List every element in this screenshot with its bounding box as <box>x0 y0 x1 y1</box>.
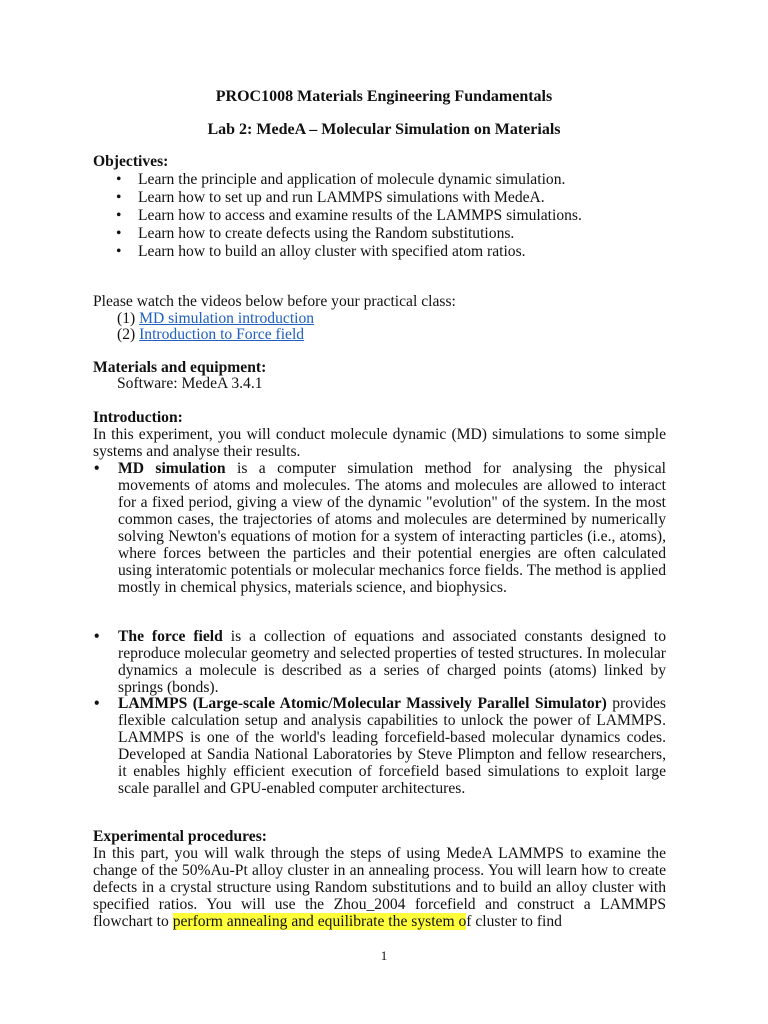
bullet-term: LAMMPS (Large-scale Atomic/Molecular Massively Parallel Simulator) <box>118 695 607 712</box>
objective-item: Learn how to set up and run LAMMPS simulations with MedeA. <box>138 189 545 206</box>
video-item <box>117 310 314 327</box>
video-number: (2) <box>117 326 136 343</box>
bullet-text: is a collection of equations and associated constants designed to reproduce molecular geometry and selected properties of tested structures. In molecular dynamics a molecule is described as a series of charged points (atoms) linked by springs (bonds). <box>118 628 666 696</box>
video-item <box>117 326 304 343</box>
objective-item: Learn how to access and examine results of the LAMMPS simulations. <box>138 207 582 224</box>
md-simulation-video-link[interactable]: MD simulation introduction <box>139 310 315 327</box>
lammps-bullet <box>118 695 666 797</box>
introduction-heading: Introduction: <box>93 409 183 426</box>
materials-heading: Materials and equipment: <box>93 359 267 376</box>
procedures-paragraph <box>93 845 666 930</box>
force-field-video-link[interactable]: Introduction to Force field <box>139 326 305 343</box>
objective-item: Learn how to create defects using the Random substitutions. <box>138 225 515 242</box>
software-version: Software: MedeA 3.4.1 <box>117 375 263 392</box>
bullet-dot: • <box>94 628 100 645</box>
bullet-dot: • <box>116 207 122 224</box>
bullet-dot: • <box>94 695 100 712</box>
objectives-heading: Objectives: <box>93 153 169 170</box>
procedures-heading: Experimental procedures: <box>93 828 267 845</box>
highlighted-text: perform annealing and equilibrate the system o <box>172 913 467 930</box>
bullet-term: MD simulation <box>118 460 226 477</box>
lab-subtitle: Lab 2: MedeA – Molecular Simulation on Materials <box>207 121 561 138</box>
introduction-paragraph: In this experiment, you will conduct molecule dynamic (MD) simulations to some simple systems and analyse their results. <box>93 426 666 460</box>
bullet-dot: • <box>116 225 122 242</box>
video-number: (1) <box>117 310 136 327</box>
bullet-dot: • <box>116 189 122 206</box>
videos-intro: Please watch the videos below before your practical class: <box>93 293 456 310</box>
md-simulation-bullet <box>118 460 666 596</box>
bullet-text: is a computer simulation method for analysing the physical movements of atoms and molecules. The atoms and molecules are allowed to interact for a fixed period, giving a view of the dynamic "evolution" of the system. In the most common cases, the trajectories of atoms and molecules are determined by numerically solving Newton's equations of motion for a system of interacting particles (i.e., atoms), where forces between the particles and their potential energies are often calculated using interatomic potentials or molecular mechanics force fields. The method is applied mostly in chemical physics, materials science, and biophysics. <box>118 460 666 596</box>
force-field-bullet <box>118 628 666 696</box>
document-title: PROC1008 Materials Engineering Fundamentals <box>215 88 553 105</box>
bullet-dot: • <box>116 171 122 188</box>
procedures-text-end: f cluster to find <box>466 913 562 930</box>
page-number: 1 <box>380 948 388 963</box>
bullet-dot: • <box>116 243 122 260</box>
bullet-dot: • <box>94 460 100 477</box>
objective-item: Learn how to build an alloy cluster with specified atom ratios. <box>138 243 526 260</box>
procedures-text: In this part, you will walk through the steps of using MedeA LAMMPS to examine the change of the 50%Au-Pt alloy cluster in an annealing process. You will learn how to create defects in a crystal structure using Random substitutions and to build an alloy cluster with specified ratios. You will use the Zhou_2004 forcefield and construct a LAMMPS flowchart to <box>93 845 666 930</box>
objective-item: Learn the principle and application of molecule dynamic simulation. <box>138 171 566 188</box>
bullet-term: The force field <box>118 628 223 645</box>
bullet-text: provides flexible calculation setup and analysis capabilities to unlock the power of LAMMPS. LAMMPS is one of the world's leading forcefield-based molecular dynamics codes. Developed at Sandia National Laboratories by Steve Plimpton and fellow researchers, it enables highly efficient execution of forcefield based simulations to exploit large scale parallel and GPU-enabled computer architectures. <box>118 695 666 797</box>
